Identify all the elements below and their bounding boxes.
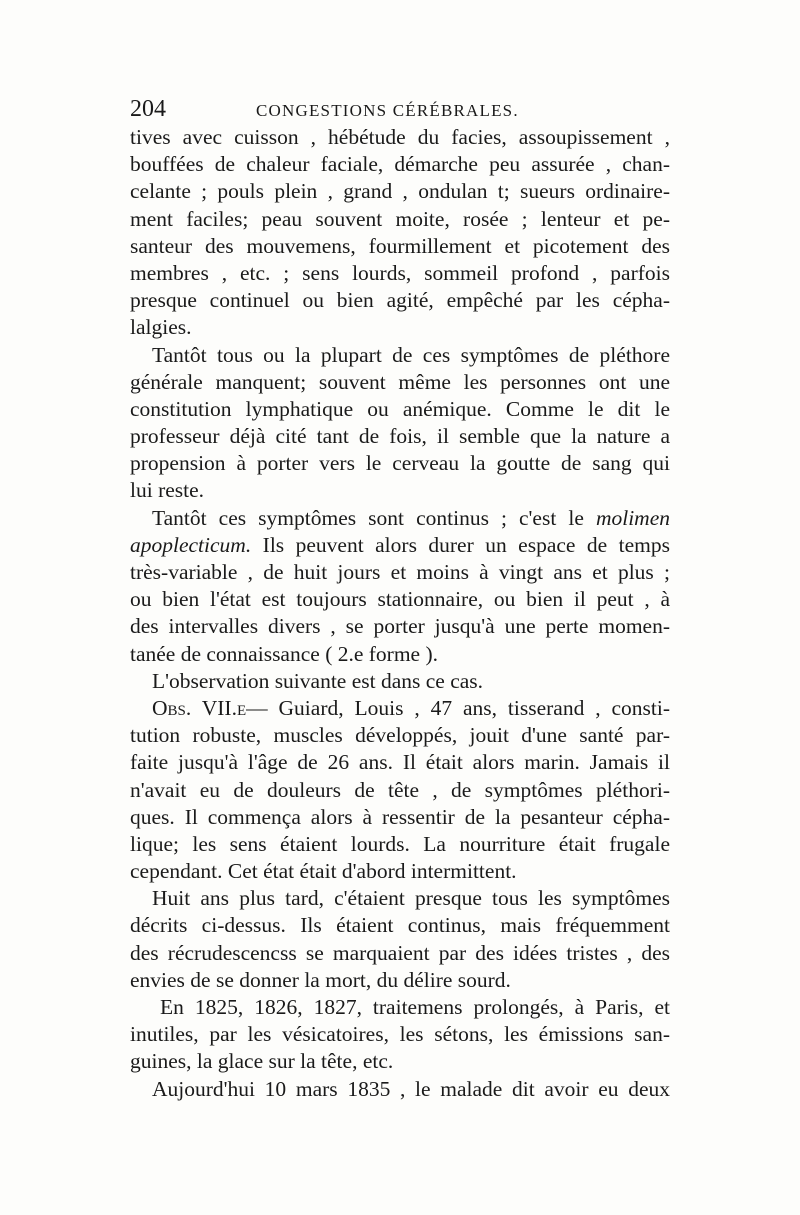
text-line: propension à porter vers le cerveau la goutte de sang qui [130, 451, 670, 476]
text-line: des intervalles divers , se porter jusqu'à une perte momen- [130, 614, 670, 639]
text-line: tution robuste, muscles développés, jouit d'une santé par- [130, 723, 670, 748]
text-line [130, 532, 670, 559]
body-text [130, 124, 670, 1103]
text-line: celante ; pouls plein , grand , ondulan t; sueurs ordinaire- [130, 179, 670, 204]
text-line: lalgies. [130, 315, 192, 340]
text-line: n'avait eu de douleurs de tête , de symptômes pléthori- [130, 777, 670, 802]
text-line: ment faciles; peau souvent moite, rosée ; lenteur et pe- [130, 206, 670, 231]
observation-label: Obs. VII.e [152, 695, 247, 720]
italic-term: apoplecticum. [130, 532, 252, 557]
text-line: presque continuel ou bien agité, empêché par les cépha- [130, 288, 670, 313]
text-line: générale manquent; souvent même les personnes ont une [130, 369, 670, 394]
text-line: décrits ci-dessus. Ils étaient continus, mais fréquemment [130, 913, 670, 938]
text-line: lique; les sens étaient lourds. La nourriture était frugale [130, 831, 670, 856]
text-line: cependant. Cet état était d'abord intermittent. [130, 859, 517, 884]
text-segment: — Guiard, Louis , 47 ans, tisserand , consti- [246, 695, 671, 720]
text-line: très-variable , de huit jours et moins à vingt ans et plus ; [130, 560, 670, 584]
running-head: CONGESTIONS CÉRÉBRALES. [256, 101, 519, 120]
text-line: guines, la glace sur la tête, etc. [130, 1049, 394, 1074]
text-line: En 1825, 1826, 1827, traitemens prolongés, à Paris, et [160, 995, 670, 1019]
text-line: des récrudescencss se marquaient par des idées tristes , des [130, 940, 670, 965]
text-line: bouffées de chaleur faciale, démarche peu assurée , chan- [130, 152, 670, 177]
text-line: Tantôt tous ou la plupart de ces symptômes de pléthore [152, 342, 670, 367]
text-line: envies de se donner la mort, du délire sourd. [130, 967, 511, 992]
text-segment: Ils peuvent alors durer un espace de temps [262, 532, 671, 557]
text-line [130, 505, 670, 532]
text-line: professeur déjà cité tant de fois, il semble que la nature a [130, 424, 670, 449]
text-line [130, 695, 670, 722]
text-line: Huit ans plus tard, c'étaient presque tous les symptômes [152, 886, 670, 911]
text-line: inutiles, par les vésicatoires, les sétons, les émissions san- [130, 1022, 670, 1047]
text-line: membres , etc. ; sens lourds, sommeil profond , parfois [130, 260, 670, 285]
text-line: santeur des mouvemens, fourmillement et picotement des [130, 233, 670, 258]
page-header [130, 93, 670, 125]
text-line: Aujourd'hui 10 mars 1835 , le malade dit avoir eu deux [152, 1076, 670, 1101]
text-line: tives avec cuisson , hébétude du facies, assoupissement , [130, 125, 670, 149]
text-segment: Tantôt ces symptômes sont continus ; c'est le [152, 505, 584, 530]
text-line: constitution lymphatique ou anémique. Comme le dit le [130, 396, 670, 421]
text-line: tanée de connaissance ( 2.e forme ). [130, 641, 439, 666]
italic-term: molimen [595, 505, 670, 530]
text-line: ques. Il commença alors à ressentir de la pesanteur cépha- [130, 804, 670, 829]
text-line: L'observation suivante est dans ce cas. [152, 668, 484, 693]
page-number: 204 [130, 96, 166, 122]
text-line: faite jusqu'à l'âge de 26 ans. Il était alors marin. Jamais il [130, 750, 670, 775]
text-line: ou bien l'état est toujours stationnaire, ou bien il peut , à [130, 587, 670, 612]
text-line: lui reste. [130, 478, 205, 503]
